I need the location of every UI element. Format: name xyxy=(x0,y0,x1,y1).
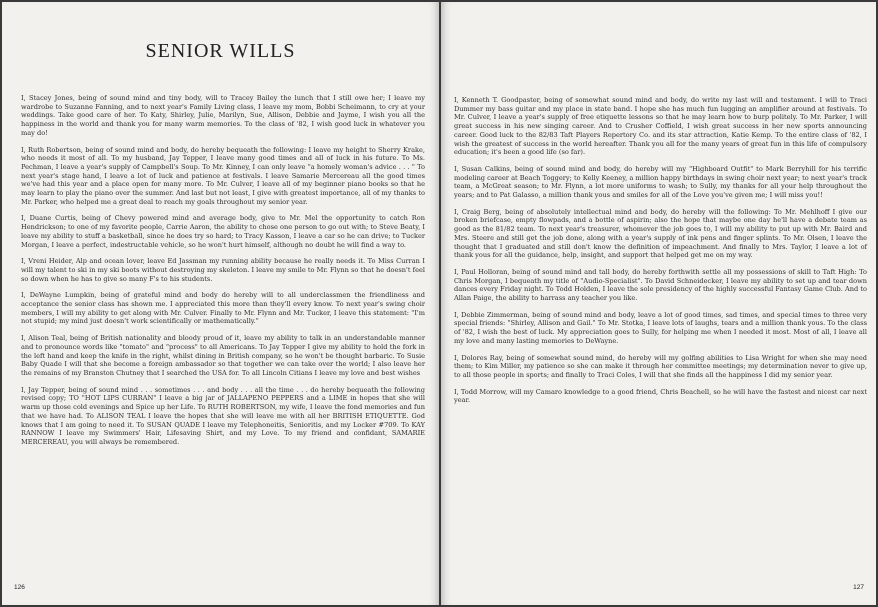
will-paragraph: I, Ruth Robertson, being of sound mind and body, do hereby bequeath the following: I leave my height to Sherry Krake, who needs it most of all. To my husband, Jay Tepper, I leave many good times and all of luck in his future. To Ms. Pechman, I leave a year's supply of Campbell's Soup. To Mr. Kinney, I can only leave "a homely woman's advice . . . " To next year's stage hand, I leave a lot of luck and patience at festivals. I leave Samarie Mercereau all the good times we've had this year and a place open for many more. To Mr. Culver, I leave all of my beginner piano books so that he may learn to play the piano over the summer. And last but not least, I give with greatest importance, all of my thanks to Mr. Parker, who helped me a great deal to reach my goals throughout my senior year. xyxy=(21,145,425,206)
left-page xyxy=(2,2,439,605)
will-paragraph: I, Todd Morrow, will my Camaro knowledge to a good friend, Chris Beachell, so he will have the fastest and nicest car next year. xyxy=(454,387,867,405)
will-paragraph: I, Craig Berg, being of absolutely intellectual mind and body, do hereby will the following: To Mr. Mehlhoff I give our broken briefcase, empty flowpads, and a bottle of aspirin; also the hope that maybe one day he'll have a debate team as good as the 81/82 team. To next year's treasurer, whomever the job goes to, I will my ability to put up with Mr. Baird and Mrs. Steere and still get the job done, along with a year's supply of ink pens and finger splints. To Mr. Olsen, I leave the thought that I graduated and still don't know the definition of impeachment. And finally to Mrs. Taylor, I leave a lot of thank yous for all the guidance, help, insight, and support that helped get me on my way. xyxy=(454,207,867,260)
will-paragraph: I, Jay Tepper, being of sound mind . . . sometimes . . . and body . . . all the time . . . do hereby bequeath the following revised copy; TO "HOT LIPS CURRAN" I leave a big jar of JALLAPENO PEPPERS and a LIME in hopes that she will warm up those cold evenings and Spice up her Life. To RUTH ROBERTSON, my wife, I leave the fond memories and fun that we have had. To ALISON TEAL I leave the hopes that she will leave me with all her BRITISH ETIQUETTE. God knows that I am going to need it. To SUSAN QUADE I leave my Telephoneitis, Senioritis, and my Locker #709. To KAY RANNOW I leave my Swimmers' Hair, Lifesaving Shirt, and my Love. To my friend and confidant, SAMARIE MERCEREAU, you will always be remembered. xyxy=(21,385,425,446)
will-paragraph: I, Duane Curtis, being of Chevy powered mind and average body, give to Mr. Mel the opportunity to catch Ron Hendrickson; to one of my favorite people, Carrie Aaron, the ability to chose one person to go out with; to Steve Beaty, I leave my ability to stuff a basketball, since he does try so hard; to Tracy Kasson, I leave a car so he can drive; to Tucker Morgan, I leave a perfect, indestructable vehicle, so he won't hurt himself, although no doubt he will find a way to. xyxy=(21,214,425,249)
left-wills-column xyxy=(21,94,425,455)
will-paragraph: I, Stacey Jones, being of sound mind and tiny body, will to Tracey Bailey the lunch that I still owe her; I leave my wardrobe to Suzanne Fanning, and to next year's Family Living class, I leave my mom, Bobbi Scheimann, to cry at your weddings. Take good care of her. To Katy, Shirley, Julie, Marilyn, Sue, Allison, Debbie and Jayme, I wish you all the happiness in the world and thank you for many warm memories. To the class of '82, I wish good luck in whatever you may do! xyxy=(21,94,425,137)
will-paragraph: I, Debbie Zimmerman, being of sound mind and body, leave a lot of good times, sad times, and special times to three very special friends: "Shirley, Allison and Gail." To Mr. Stotka, I leave lots of laughs, tears and a million thank yous. To the class of '82, I wish the best of luck. My appreciation goes to Sully, for helping me when I needed it most. Most of all, I leave all my love and many lasting memories to DeWayne. xyxy=(454,310,867,345)
right-wills-column xyxy=(454,96,867,413)
page-number-right: 127 xyxy=(853,584,864,591)
will-paragraph: I, Susan Calkins, being of sound mind and body, do hereby will my "Highboard Outfit" to Mark Berryhill for his terrific modeling career at Beach Toggery; to Kelly Keeney, a million happy birthdays in swing choir next year; to next year's track team, a McGreat season; to Mr. Flynn, a lot more uniforms to wash; to Sully, my thanks for all your help throughout the years; and to Pat Galasso, a million thank yous and smiles for all of the Love you've given me; I will miss you!! xyxy=(454,164,867,200)
will-paragraph: I, Alison Teal, being of British nationality and bloody proud of it, leave my ability to talk in an understandable manner and to pronounce words like "tomato" and "process" to all Americans. To Jay Tepper I give my ability to hold the fork in the left hand and keep the knife in the right, whilst dining in British company, so he won't be thought barbaric. To Susie Baby Quade I will that she become a foreign ambassador so that together we can take over the world; I also leave her the remains of my Branston Chutney that I searched the USA for. To all Lincoln Citians I leave my love and best wishes xyxy=(21,334,425,377)
will-paragraph: I, Dolores Ray, being of somewhat sound mind, do hereby will my golfing abilities to Lisa Wright for when she may need them; to Kim Miller, my patience so she can make it through her committee meetings; my determination never to give up, to all those people in sports; and finally to Traci Coles, I will that she finds all the happiness I did my senior year. xyxy=(454,353,867,379)
page-number-left: 126 xyxy=(14,584,25,591)
will-paragraph: I, DeWayne Lumpkin, being of grateful mind and body do hereby will to all underclassmen the friendliness and acceptance the senior class has shown me. I appreciated this more than they'll every know. To next year's swing choir members, I will my ability to get along with Mr. Culver. Finally to Mr. Flynn and Mr. Tucker, I leave this statement: "I'm not stupid; my mind just doesn't work scientifically or mathematically." xyxy=(21,291,425,326)
page-title: SENIOR WILLS xyxy=(145,40,296,62)
will-paragraph: I, Paul Holloran, being of sound mind and tall body, do hereby forthwith settle all my possessions of skill to Taft High: To Chris Morgan, I bequeath my title of "Audio-Specialist". To David Schneidecker, I leave my ability to set up and tear down dances every Friday night. To Todd Holden, I leave the sole presidency of the highly successful Fantasy Game Club. And to Allan Paige, the ability to harrass any teacher you like. xyxy=(454,267,867,303)
will-paragraph: I, Vreni Heider, Alp and ocean lover, leave Ed Jassman my running ability because he really needs it. To Miss Curran I will my talent to ski in my ski boots without destroying my skeleton. I leave my smile to Mr. Flynn so that he doesn't feel so down when he has to give so many F's to his students. xyxy=(21,257,425,283)
will-paragraph: I, Kenneth T. Goodpaster, being of somewhat sound mind and body, do write my last will and testament. I will to Traci Dummer my bass guitar and my place in state band. I hope she has much fun lugging an amplifier around at festivals. To Mr. Culver, I leave a year's supply of free etiquette lessons so that he may learn how to burp politely. To Mr. Parker, I will great success in his new singing career. And to Crusher Coffield, I wish great success in her new sports announcing career. Good luck to the 82/83 Taft Players Repertory Co. and its star attraction, Katie Kemp. To the entire class of '82, I wish the greatest of success in the world hereafter. Thank you all for the many years of great fun in this life of compulsory education; it's been a good life (so far). xyxy=(454,96,867,157)
right-page xyxy=(441,2,876,605)
